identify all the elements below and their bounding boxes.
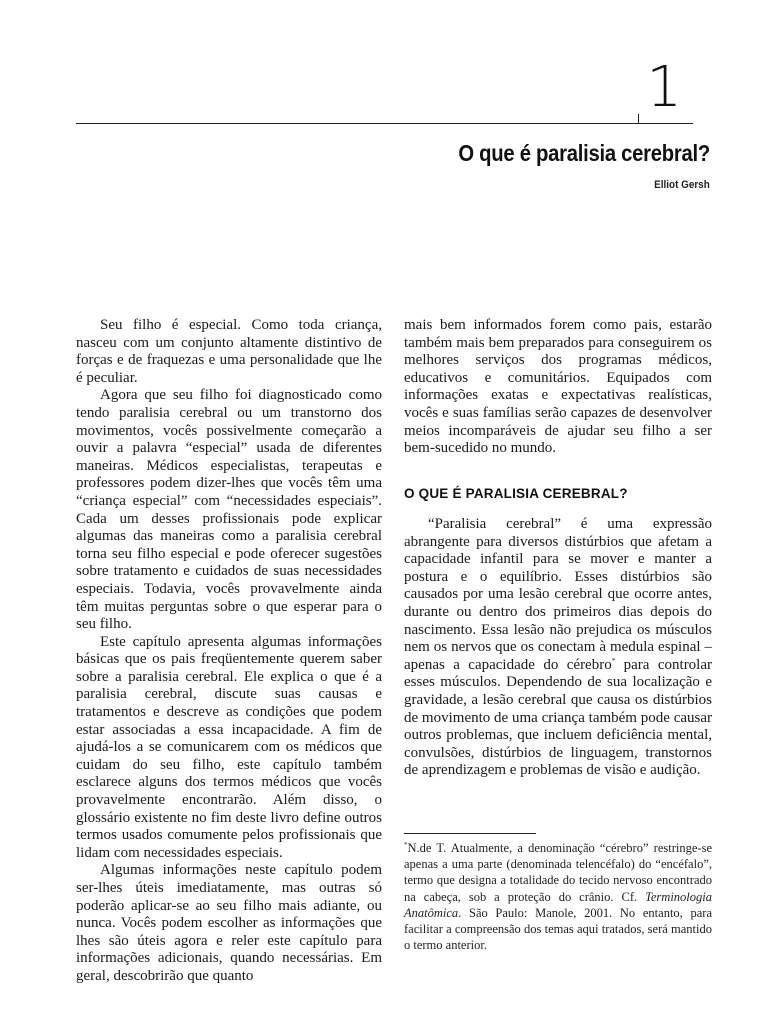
paragraph: Seu filho é especial. Como toda criança, nasceu com um conjunto altamente distintivo de forças e de fraquezas e uma personalidade que lhe é peculiar. bbox=[76, 317, 382, 386]
author-name: Elliot Gersh bbox=[654, 179, 710, 191]
footnote-rule bbox=[404, 833, 536, 834]
section-paragraph bbox=[404, 516, 712, 780]
paragraph: Agora que seu filho foi diagnosticado como tendo paralisia cerebral ou um transtorno dos movimentos, vocês possivelmente começarão a ouvir a palavra “especial” usada de diferentes maneiras. Médicos especialistas, terapeutas e professores podem dizer-lhes que vocês têm uma “criança especial” com “necessidades especiais”. Cada um desses profissionais pode explicar algumas das maneiras como a paralisia cerebral torna seu filho especial e pode oferecer sugestões sobre tratamento e cuidados de suas necessidades especiais. Todavia, vocês provavelmente ainda têm muitas perguntas sobre o que esperar para o seu filho. bbox=[76, 387, 382, 633]
section-heading: O QUE É PARALISIA CEREBRAL? bbox=[404, 486, 628, 501]
right-column-top bbox=[404, 317, 712, 458]
header-rule bbox=[76, 123, 693, 124]
paragraph: Este capítulo apresenta algumas informações básicas que os pais freqüentemente querem saber sobre a paralisia cerebral. Ele explica o que é a paralisia cerebral, discute suas causas e tratamentos e descreve as condições que podem estar associadas a essa incapacidade. A fim de ajudá-los a se comunicarem com os médicos que cuidam do seu filho, este capítulo também esclarece alguns dos termos médicos que vocês provavelmente encontrarão. Além disso, o glossário existente no fim deste livro define outros termos usados comumente pelos profissionais que lidam com necessidades especiais. bbox=[76, 633, 382, 861]
footnote bbox=[404, 840, 712, 953]
right-column-section bbox=[404, 516, 712, 780]
chapter-title: O que é paralisia cerebral? bbox=[458, 140, 710, 166]
section-paragraph-part2: para controlar esses músculos. Dependendo de sua localização e gravidade, a lesão cerebral que causa os distúrbios de movimento de uma criança também pode causar outros problemas, que incluem deficiência mental, convulsões, distúrbios de linguagem, transtornos de aprendizagem e problemas de visão e audição. bbox=[404, 656, 713, 779]
footnote-citation-title: Terminologia Anatômica bbox=[404, 889, 712, 920]
footnote-text: N.de T. Atualmente, a denominação “cérebro” restringe-se apenas a uma parte (denominada telencéfalo) do “encéfalo”, termo que designa a totalidade do tecido nervoso encontrado na cabeça, sob a proteção do crânio. Cf. bbox=[404, 841, 712, 904]
footnote-text-end: . São Paulo: Manole, 2001. No entanto, para facilitar a compreensão dos temas aqui tratados, será mantido o termo anterior. bbox=[404, 905, 712, 953]
header-rule-tick bbox=[638, 114, 639, 123]
paragraph-continuation: mais bem informados forem como pais, estarão também mais bem preparados para conseguirem os melhores serviços dos programas médicos, educativos e comunitários. Equipados com informações exatas e expectativas realísticas, vocês e suas famílias serão capazes de desenvolver meios incomparáveis de ajudar seu filho a ser bem-sucedido no mundo. bbox=[404, 317, 712, 457]
left-column bbox=[76, 317, 382, 986]
paragraph: Algumas informações neste capítulo podem ser-lhes úteis imediatamente, mas outras só poderão aplicar-se ao seu filho mais adiante, ou nunca. Vocês podem escolher as informações que lhes são úteis agora e reler este capítulo para informações adicionais, quando necessárias. Em geral, descobrirão que quanto bbox=[76, 862, 382, 984]
footnote-marker: * bbox=[404, 840, 408, 849]
section-paragraph-part1: “Paralisia cerebral” é uma expressão abrangente para diversos distúrbios que afetam a capacidade infantil para se mover e manter a postura e o equilíbrio. Esses distúrbios são causados por uma lesão cerebral que ocorre antes, durante ou dentro dos primeiros dias depois do nascimento. Essa lesão não prejudica os músculos nem os nervos que os conectam à medula espinal – apenas a capacidade do cérebro bbox=[404, 516, 712, 673]
chapter-number: 1 bbox=[646, 55, 682, 120]
footnote-reference: * bbox=[611, 656, 616, 665]
